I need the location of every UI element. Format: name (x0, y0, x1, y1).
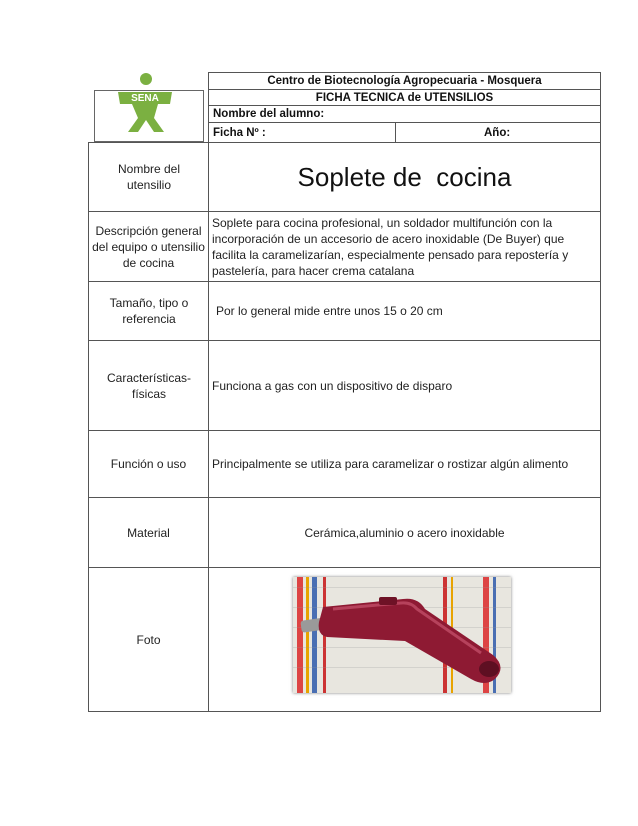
center-name: Centro de Biotecnología Agropecuaria - Mosquera (267, 75, 542, 87)
student-name-label: Nombre del alumno: (213, 108, 325, 120)
form-title: FICHA TECNICA de UTENSILIOS (315, 91, 494, 104)
sena-logo (110, 70, 180, 134)
label-photo: Foto (136, 632, 161, 647)
material-text: Cerámica,aluminio o acero inoxidable (304, 525, 505, 540)
label-material: Material (127, 525, 170, 540)
sheet-number-label: Ficha Nº : (213, 126, 266, 139)
label-utensil-name: Nombre del utensilio (117, 162, 181, 192)
function-text: Principalmente se utiliza para caramelizar o rostizar algún alimento (212, 457, 569, 471)
year-label: Año: (484, 126, 511, 139)
logo-text: SENA (131, 93, 159, 104)
label-function: Función o uso (110, 457, 187, 471)
label-size: Tamaño, tipo o referencia (109, 296, 189, 326)
kitchen-torch-photo (293, 577, 511, 693)
label-physical: Características- físicas (106, 370, 192, 401)
physical-text: Funciona a gas con un dispositivo de disparo (212, 378, 453, 393)
utensil-name: Soplete de cocina (297, 161, 512, 192)
description-text: Soplete para cocina profesional, un soldador multifunción con la incorporación de un accesorio de acero inoxidable (De Buyer) que facilita la caramelizarían, especialmente pensado para repostería y pastelería, para hacer crema catalana (212, 215, 569, 278)
size-text: Por lo general mide entre unos 15 o 20 cm (216, 304, 443, 318)
label-description: Descripción general del equipo o utensilio de cocina (92, 223, 205, 270)
